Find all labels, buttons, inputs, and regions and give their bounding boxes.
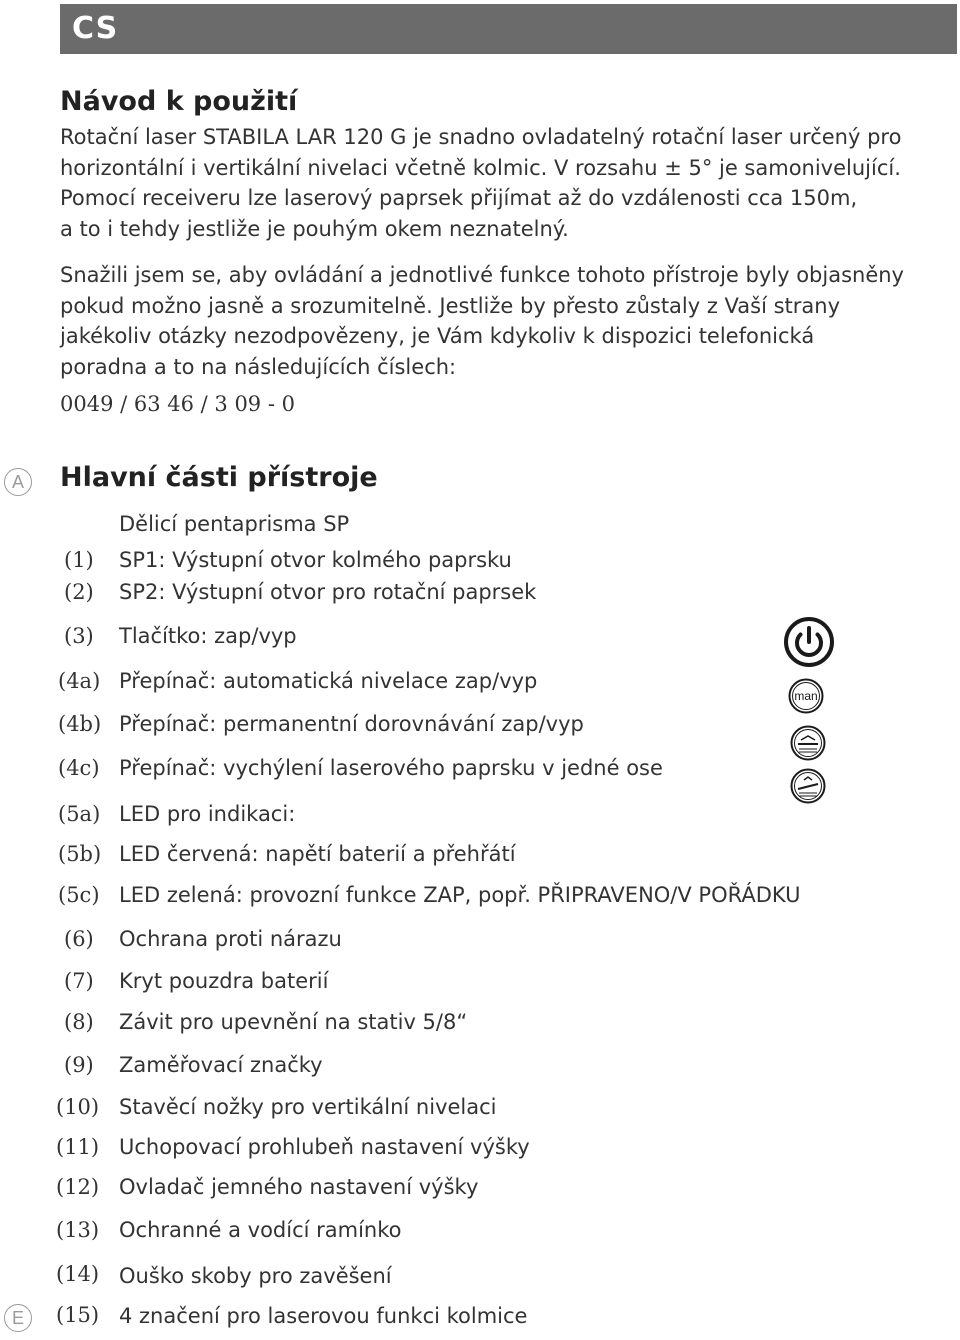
part-label: Přepínač: permanentní dorovnávání zap/vyp <box>119 712 584 736</box>
intro-paragraph-1 <box>60 122 955 244</box>
man-icon <box>787 677 825 715</box>
figure-marker-a: A <box>4 468 32 496</box>
part-label: SP2: Výstupní otvor pro rotační paprsek <box>119 580 537 604</box>
man-icon-text: man <box>794 689 818 703</box>
power-icon <box>783 616 835 668</box>
part-label: LED červená: napětí baterií a přehřátí <box>119 842 516 866</box>
part-number: (2) <box>64 580 94 604</box>
section-title-instructions: Návod k použití <box>60 86 298 117</box>
language-code: CS <box>72 11 119 46</box>
text-line: horizontální i vertikální nivelaci včetně kolmic. V rozsahu ± 5° je samonivelující. <box>60 155 901 180</box>
part-label: Ochranné a vodící ramínko <box>119 1218 402 1242</box>
part-number: (8) <box>64 1010 94 1034</box>
part-number: (5b) <box>58 842 102 866</box>
figure-marker-e: E <box>4 1304 32 1332</box>
part-number: (14) <box>56 1262 100 1286</box>
part-number: (9) <box>64 1053 94 1077</box>
part-number: (4b) <box>58 712 102 736</box>
part-number: (4c) <box>58 756 100 780</box>
part-number: (13) <box>56 1218 100 1242</box>
part-number: (11) <box>56 1135 100 1159</box>
part-label: Zaměřovací značky <box>119 1053 323 1077</box>
permanent-leveling-icon <box>789 724 827 762</box>
part-label: Přepínač: automatická nivelace zap/vyp <box>119 669 538 693</box>
part-label: Ouško skoby pro zavěšení <box>119 1264 392 1288</box>
part-number: (3) <box>64 624 94 648</box>
part-number: (1) <box>64 548 94 572</box>
part-number: (12) <box>56 1175 100 1199</box>
part-number: (10) <box>56 1095 100 1119</box>
part-number: (5c) <box>58 883 100 907</box>
part-label: Ochrana proti nárazu <box>119 927 342 951</box>
part-label: Stavěcí nožky pro vertikální nivelaci <box>119 1095 497 1119</box>
part-label: Kryt pouzdra baterií <box>119 969 329 993</box>
part-label: Přepínač: vychýlení laserového paprsku v jedné ose <box>119 756 663 780</box>
part-number: (5a) <box>58 802 101 826</box>
language-header-bar <box>60 4 957 54</box>
part-label: Závit pro upevnění na stativ 5/8“ <box>119 1010 468 1034</box>
part-number: (7) <box>64 969 94 993</box>
text-line: Pomocí receiveru lze laserový paprsek přijímat až do vzdálenosti cca 150m, <box>60 186 858 210</box>
part-label: LED pro indikaci: <box>119 802 296 826</box>
part-label: SP1: Výstupní otvor kolmého paprsku <box>119 548 512 572</box>
part-label: LED zelená: provozní funkce ZAP, popř. PŘIPRAVENO/V POŘÁDKU <box>119 883 801 907</box>
part-label: Uchopovací prohlubeň nastavení výšky <box>119 1135 530 1159</box>
support-phone-number: 0049 / 63 46 / 3 09 - 0 <box>60 392 295 416</box>
text-line: jakékoliv otázky nezodpovězeny, je Vám kdykoliv k dispozici telefonická <box>60 324 815 348</box>
section-title-main-parts: Hlavní části přístroje <box>60 462 378 493</box>
text-line: Rotační laser STABILA LAR 120 G je snadno ovladatelný rotační laser určený pro <box>60 125 902 149</box>
part-number: (4a) <box>58 669 101 693</box>
text-line: Snažili jsem se, aby ovládání a jednotlivé funkce tohoto přístroje byly objasněny <box>60 263 904 287</box>
text-line: a to i tehdy jestliže je pouhým okem neznatelný. <box>60 216 569 241</box>
part-number: (6) <box>64 927 94 951</box>
part-label: 4 značení pro laserovou funkci kolmice <box>119 1304 528 1328</box>
part-number: (15) <box>56 1303 100 1327</box>
part-label: Dělicí pentaprisma SP <box>119 512 350 536</box>
text-line: pokud možno jasně a srozumitelně. Jestliže by přesto zůstaly z Vaší strany <box>60 293 841 318</box>
text-line: poradna a to na následujících číslech: <box>60 354 457 379</box>
intro-paragraph-2 <box>60 260 955 382</box>
part-label: Tlačítko: zap/vyp <box>119 624 297 648</box>
part-label: Ovladač jemného nastavení výšky <box>119 1175 479 1199</box>
tilt-axis-icon <box>789 767 827 805</box>
